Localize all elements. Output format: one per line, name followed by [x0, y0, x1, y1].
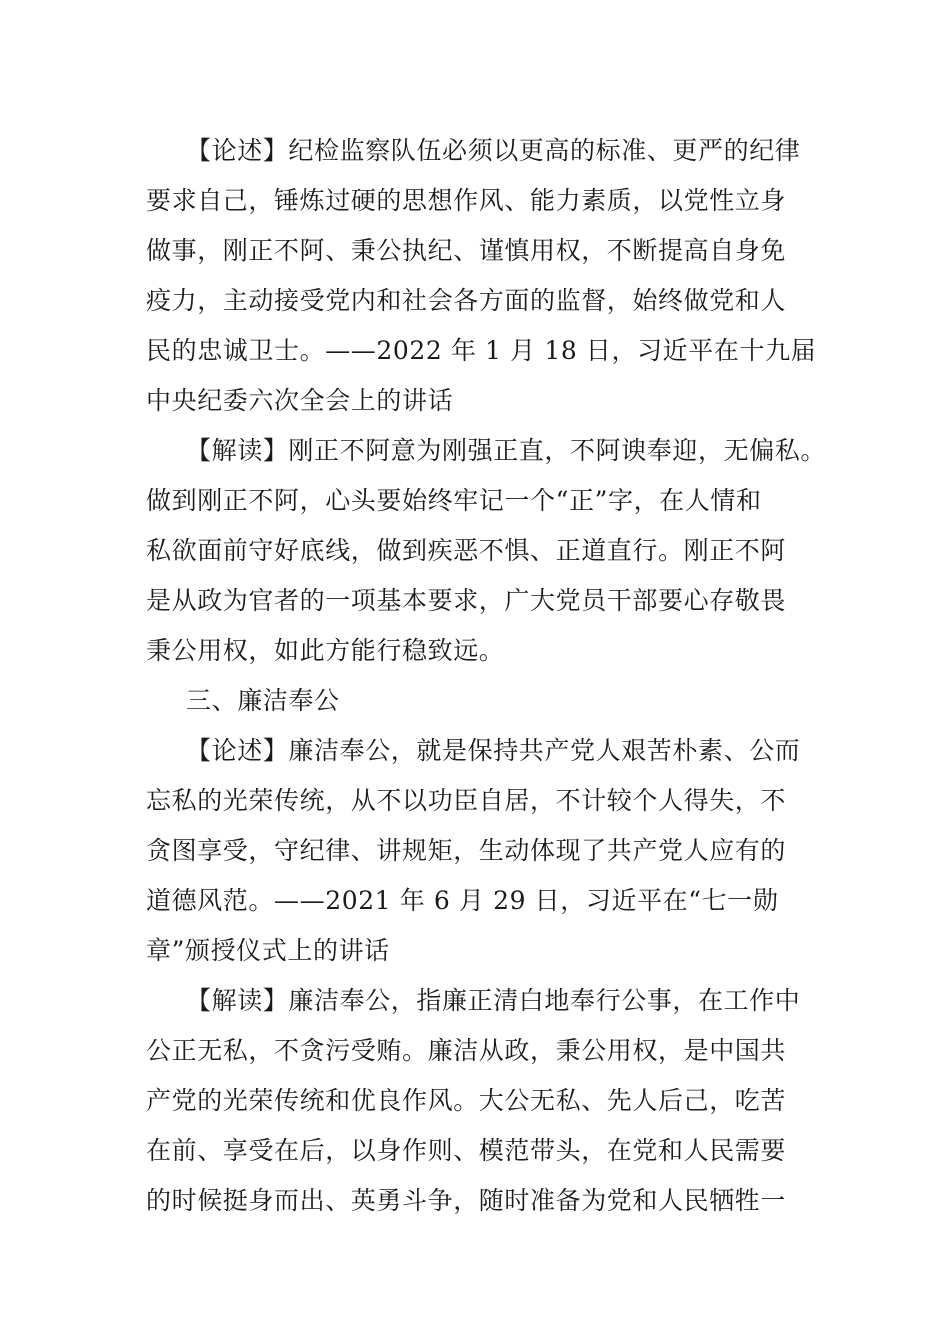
text-line: 道德风范。——2021 年 6 月 29 日，习近平在“七一勋	[146, 886, 779, 915]
text-line: 贪图享受，守纪律、讲规矩，生动体现了共产党人应有的	[146, 836, 787, 865]
text-line: 忘私的光荣传统，从不以功臣自居，不计较个人得失，不	[146, 786, 787, 815]
text-line: 是从政为官者的一项基本要求，广大党员干部要心存敬畏	[146, 586, 787, 615]
text-line: 要求自己，锤炼过硬的思想作风、能力素质，以党性立身	[146, 186, 787, 215]
text-line: 民的忠诚卫士。——2022 年 1 月 18 日，习近平在十九届	[146, 336, 817, 365]
text-line: 中央纪委六次全会上的讲话	[146, 386, 454, 415]
text-line: 私欲面前守好底线，做到疾恶不惧、正道直行。刚正不阿	[146, 536, 787, 565]
text-line: 做到刚正不阿，心头要始终牢记一个“正”字，在人情和	[146, 486, 762, 515]
text-line: 做事，刚正不阿、秉公执纪、谨慎用权，不断提高自身免	[146, 236, 787, 265]
text-line: 【解读】廉洁奉公，指廉正清白地奉行公事，在工作中	[186, 986, 801, 1015]
text-line: 秉公用权，如此方能行稳致远。	[146, 636, 505, 665]
text-line: 在前、享受在后，以身作则、模范带头，在党和人民需要	[146, 1136, 787, 1165]
text-line: 【解读】刚正不阿意为刚强正直，不阿谀奉迎，无偏私。	[186, 436, 827, 465]
text-line: 疫力，主动接受党内和社会各方面的监督，始终做党和人	[146, 286, 787, 315]
text-line: 公正无私，不贪污受贿。廉洁从政，秉公用权，是中国共	[146, 1036, 787, 1065]
section-heading: 三、廉洁奉公	[186, 686, 340, 715]
text-line: 【论述】纪检监察队伍必须以更高的标准、更严的纪律	[186, 136, 801, 165]
text-line: 【论述】廉洁奉公，就是保持共产党人艰苦朴素、公而	[186, 736, 801, 765]
text-line: 章”颁授仪式上的讲话	[146, 936, 390, 965]
text-line: 的时候挺身而出、英勇斗争，随时准备为党和人民牺牲一	[146, 1186, 787, 1215]
text-line: 产党的光荣传统和优良作风。大公无私、先人后己，吃苦	[146, 1086, 787, 1115]
